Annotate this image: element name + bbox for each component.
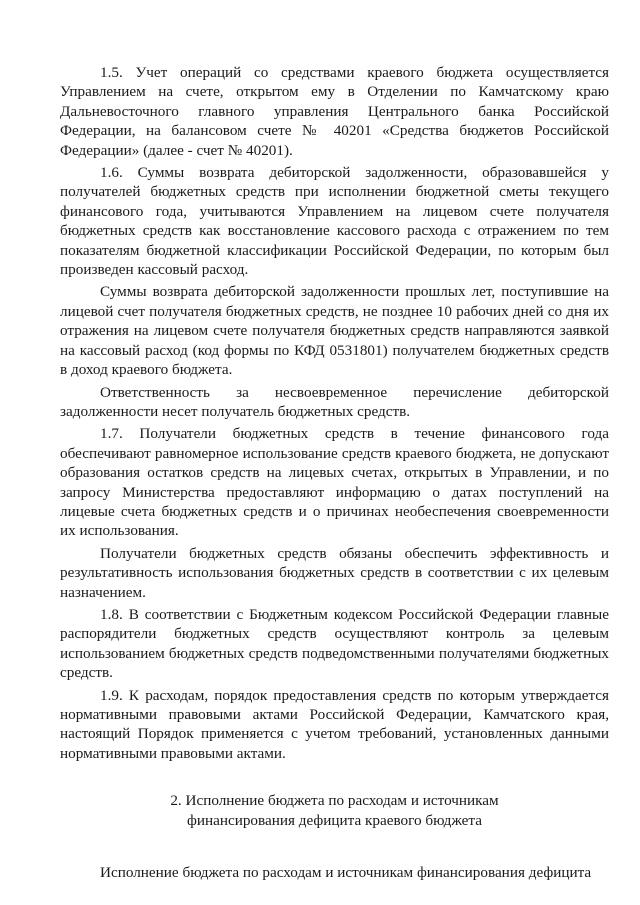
section-heading-line-1: 2. Исполнение бюджета по расходам и источникам — [170, 792, 499, 810]
section-heading-line-2: финансирования дефицита краевого бюджета — [187, 812, 482, 830]
paragraph-1-9: 1.9. К расходам, порядок предоставления средств по которым утверждается нормативными правовыми актами Российской Федерации, Камчатского края, настоящий Порядок применяется с учетом требований, установленных данными нормативными правовыми актами. — [60, 686, 609, 762]
paragraph-1-7: 1.7. Получатели бюджетных средств в течение финансового года обеспечивают равномерное использование средств краевого бюджета, не допускают образования остатков средств на лицевых счетах, открытых в Управлении, и по запросу Министерства предоставляют информацию о датах поступлений на лицевые счета бюджетных средств и о причинах необеспечения своевременности их использования. — [60, 425, 609, 540]
section-heading — [60, 791, 609, 831]
paragraph-1-6-responsibility: Ответственность за несвоевременное перечисление дебиторской задолженности несет получатель бюджетных средств. — [60, 383, 609, 420]
paragraph-1-6: 1.6. Суммы возврата дебиторской задолженности, образовавшейся у получателей бюджетных средств при исполнении бюджетной сметы текущего финансового года, учитываются Управлением на лицевом счете получателя бюджетных средств как восстановление кассового расхода с отражением по тем показателям бюджетной классификации Российской Федерации, по которым был произведен кассовый расход. — [60, 164, 609, 279]
paragraph-1-6-receivables: Суммы возврата дебиторской задолженности прошлых лет, поступившие на лицевой счет получателя бюджетных средств, не позднее 10 рабочих дней со дня их отражения на лицевом счете получателя бюджетных средств направляются заявкой на кассовый расход (код формы по КФД 0531801) получателем бюджетных средств в доход краевого бюджета. — [60, 283, 609, 379]
paragraph-1-8: 1.8. В соответствии с Бюджетным кодексом Российской Федерации главные распорядители бюджетных средств осуществляют контроль за целевым использованием бюджетных средств подведомственными получателями бюджетных средств. — [60, 605, 609, 682]
paragraph-section-2-intro: Исполнение бюджета по расходам и источникам финансирования дефицита — [100, 864, 592, 882]
paragraph-1-7-efficiency: Получатели бюджетных средств обязаны обеспечить эффективность и результативность использования бюджетных средств в соответствии с их целевым назначением. — [60, 544, 609, 601]
paragraph-1-5: 1.5. Учет операций со средствами краевого бюджета осуществляется Управлением на счете, открытом ему в Отделении по Камчатскому краю Дальневосточного главного управления Центрального банка Российской Федерации, на балансовом счете № 40201 «Средства бюджетов Российской Федерации» (далее - счет № 40201). — [60, 64, 609, 159]
